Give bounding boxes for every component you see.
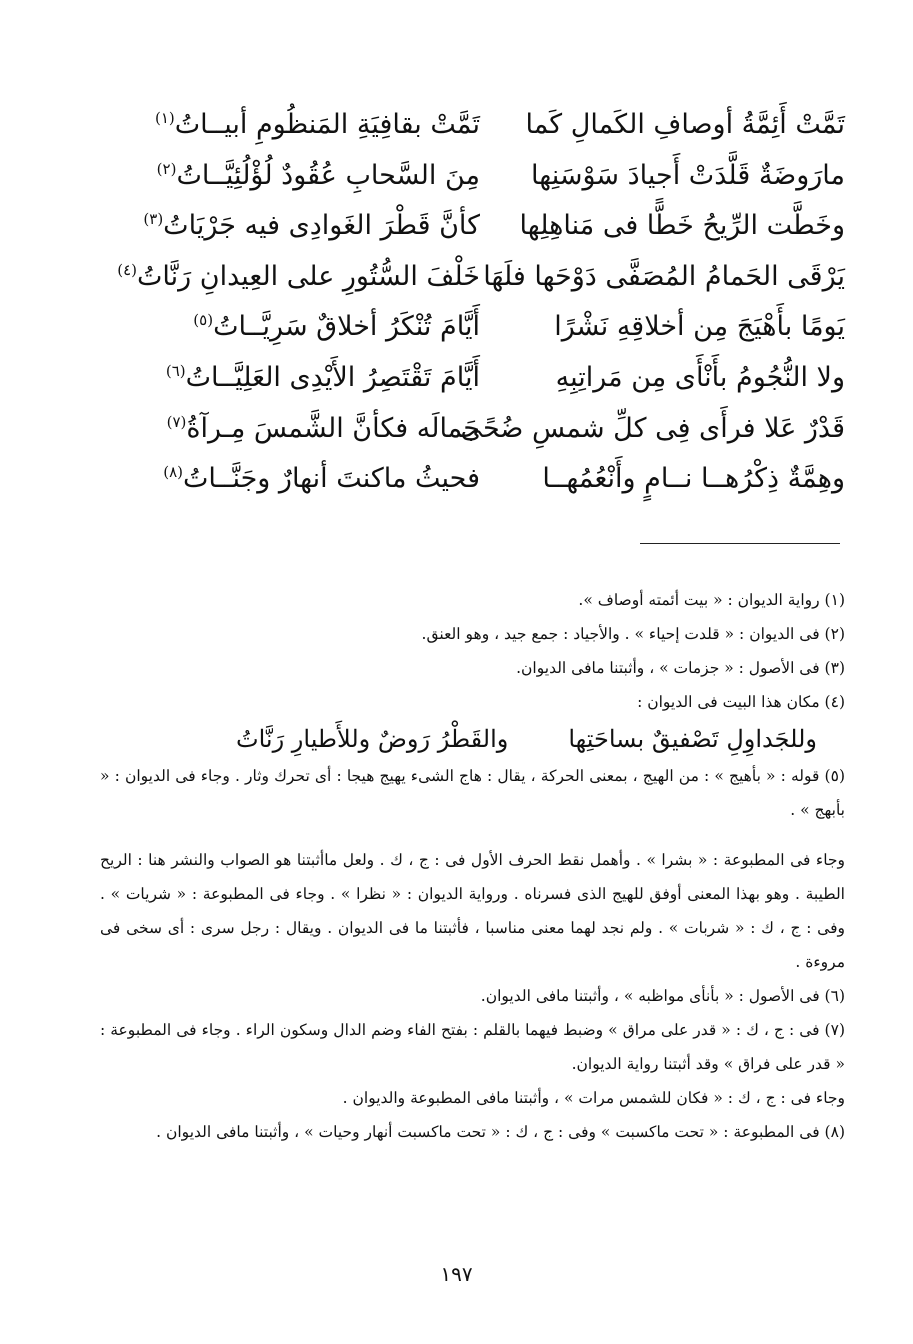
cited-verse-first-hemistich: وللجَداوِلِ تَصْفيقٌ بساحَتِها	[568, 725, 817, 753]
footnote-4: (٤) مكان هذا البيت فى الديوان :	[637, 693, 845, 711]
hemistich-text: أَيَّامَ تُنْكَرُ أخلاقٌ سَرِيَّــاتُ	[213, 311, 480, 343]
footnote-1: (١) رواية الديوان : « بيت أئمته أوصاف ».	[578, 591, 845, 609]
verse-line	[150, 404, 845, 455]
footnote-8: (٨) فى المطبوعة : « تحت ماكسبت » وفى : ج ، ك : « تحت ماكسبت أنهار وحيات » ، وأثبتنا مافى الديوان .	[156, 1123, 845, 1141]
verse-second-hemistich	[150, 109, 480, 141]
footnote-5-continued: وجاء فى المطبوعة : « بشرا » . وأهمل نقط الحرف الأول فى : ج ، ك . ولعل ماأثبتنا هو الصواب والنشر هنا : الريح الطيبة . وهو بهذا المعنى أوفق للهيج الذى فسرناه . ورواية الديوان : « نظرا » . وجاء فى المطبوعة : « شريات » . وفى : ج ، ك : « شربات » . ولم نجد لهما معنى مناسبا ، فأثبتنا ما فى الديوان . ويقال : رجل سرى : أى سخى فى مروءة .	[100, 851, 845, 971]
footnote-2: (٢) فى الديوان : « قلدت إحياء » . والأجياد : جمع جيد ، وهو العنق.	[421, 625, 845, 643]
verse-second-hemistich	[150, 463, 480, 495]
verse-first-hemistich: مارَوضَةٌ قَلَّدَتْ أَجيادَ سَوْسَنِها	[531, 159, 845, 191]
cited-verse	[100, 719, 845, 759]
verse-line	[150, 302, 845, 353]
verse-first-hemistich: تَمَّتْ أَئِمَّةُ أوصافِ الكَمالِ كَما	[525, 109, 845, 141]
footnote-3: (٣) فى الأصول : « جزمات » ، وأثبتنا مافى الديوان.	[516, 659, 845, 677]
footnote-marker: (٤)	[117, 260, 137, 279]
verse-line	[150, 454, 845, 505]
footnote-5: (٥) قوله : « بأهيج » : من الهيج ، بمعنى الحركة ، يقال : هاج الشىء يهيج هيجا : أى تحرك وثار . وجاء فى الديوان : « بأبهج » .	[100, 767, 845, 819]
verse-second-hemistich	[150, 413, 480, 445]
hemistich-text: أَيَّامَ تَقْتَصِرُ الأَيْدِى العَلِيَّــاتُ	[185, 362, 480, 394]
cited-verse-second-hemistich: والقَطْرُ رَوضٌ وللأَطيارِ رَنَّاتُ	[235, 725, 509, 753]
poem	[117, 100, 845, 505]
verse-line	[150, 353, 845, 404]
verse-first-hemistich: ولا النُّجُومُ بأَنْأَى مِن مَراتِبِهِ	[555, 362, 845, 394]
verse-second-hemistich	[117, 260, 480, 293]
verse-second-hemistich	[143, 210, 480, 242]
footnote-divider	[640, 543, 840, 544]
verse-first-hemistich: قَدْرٌ عَلا فرأَى فِى كلِّ شمسِ ضُحًى	[460, 412, 845, 444]
verse-line	[117, 252, 845, 303]
hemistich-text: فحيثُ ماكنتَ أنهارٌ وجَنَّــاتُ	[182, 463, 480, 495]
verse-first-hemistich: يَرْقَى الحَمامُ المُصَفَّى دَوْحَها فلَهَا	[483, 260, 845, 292]
verse-first-hemistich: وهِمَّةٌ ذِكْرُهــا نــامٍ وأَنْعُمُهــا	[542, 463, 845, 495]
footnotes	[100, 583, 845, 1149]
verse-line	[150, 151, 845, 202]
paragraph-gap	[100, 827, 845, 843]
footnote-marker: (٢)	[156, 159, 177, 178]
footnote-7: (٧) فى : ج ، ك : « قدر على مراق » وضبط فيهما بالقلم : بفتح الفاء وضم الدال وسكون الراء . وجاء فى المطبوعة : « قدر على فراق » وقد أثبتنا رواية الديوان.	[100, 1021, 845, 1073]
footnote-marker: (٧)	[166, 412, 187, 431]
verse-first-hemistich: وخَطَّت الرِّيحُ خَطًّا فى مَناهِلِها	[519, 210, 845, 242]
hemistich-text: مِنَ السَّحابِ عُقُودٌ لُؤْلُئِيَّــاتُ	[176, 159, 480, 191]
verse-second-hemistich	[150, 160, 480, 192]
hemistich-text: جَمالَه فكأنَّ الشَّمسَ مِـرآةُ	[186, 412, 480, 444]
footnote-marker: (١)	[154, 109, 175, 128]
hemistich-text: خَلْفَ السُّتُورِ على العِيدانِ رَنَّاتُ	[136, 260, 480, 292]
hemistich-text: كأنَّ قَطْرَ الغَوادِى فيه جَرْيَاتُ	[163, 210, 480, 242]
verse-second-hemistich	[150, 362, 480, 394]
footnote-marker: (٦)	[165, 362, 186, 381]
footnote-marker: (٨)	[163, 463, 183, 482]
footnote-marker: (٣)	[143, 210, 164, 229]
hemistich-text: تَمَّتْ بقافِيَةِ المَنظُومِ أبيــاتُ	[174, 109, 480, 141]
page-number: ١٩٧	[440, 1262, 473, 1286]
footnote-6: (٦) فى الأصول : « بأنأى مواظبه » ، وأثبتنا مافى الديوان.	[480, 987, 845, 1005]
footnote-7-continued: وجاء فى : ج ، ك : « فكان للشمس مرات » ، وأثبتنا مافى المطبوعة والديوان .	[342, 1089, 845, 1107]
verse-line	[150, 100, 845, 151]
verse-second-hemistich	[150, 311, 480, 343]
verse-first-hemistich: يَومًا بأَهْيَجَ مِن أخلاقِهِ نَشْرًا	[554, 311, 845, 343]
footnote-marker: (٥)	[193, 311, 214, 330]
verse-line	[143, 201, 845, 252]
